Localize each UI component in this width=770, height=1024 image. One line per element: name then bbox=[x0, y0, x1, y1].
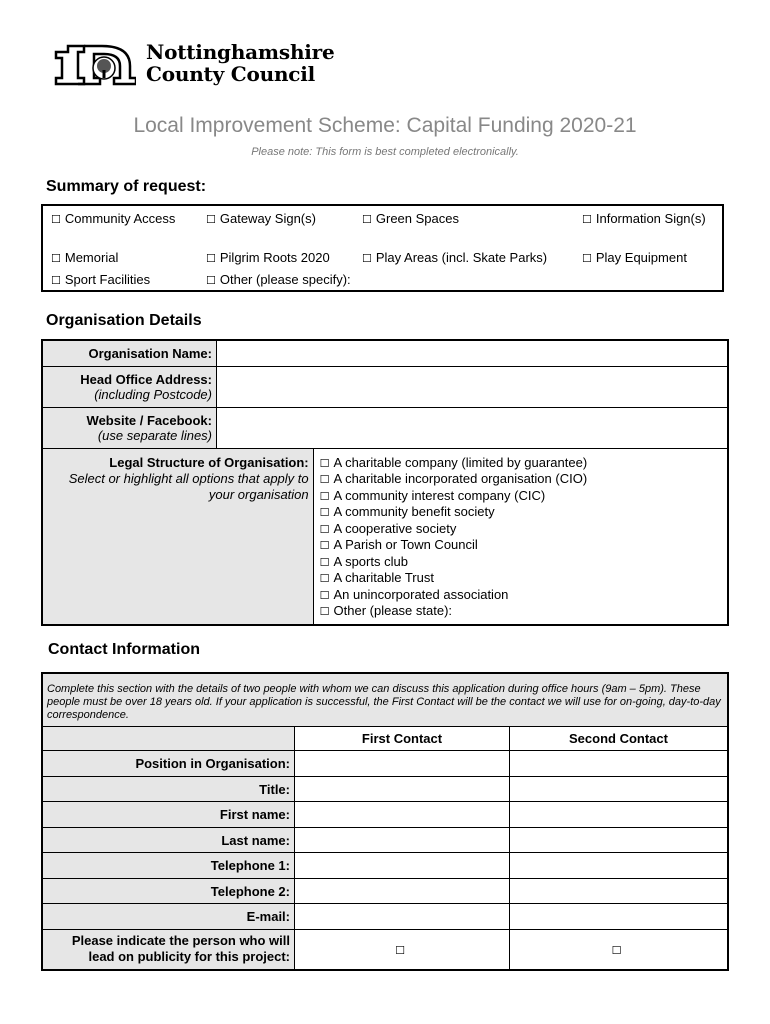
first-lastname-input[interactable] bbox=[295, 828, 510, 853]
table-row bbox=[42, 802, 728, 828]
first-email-input[interactable] bbox=[295, 904, 510, 930]
checkbox-icon[interactable]: ☐ bbox=[582, 213, 592, 226]
last-name-label: Last name: bbox=[42, 828, 295, 853]
org-name-line1: Nottinghamshire bbox=[146, 40, 335, 64]
table-row bbox=[42, 828, 728, 853]
contact-intro: Complete this section with the details of two people with whom we can discuss this application during office hours (9am – 5pm). These people must be over 18 years old. If your application is successful, the First Contact will be the contact we will use for on-going, day-to-day correspondence. bbox=[42, 673, 728, 727]
table-row bbox=[42, 879, 728, 904]
checkbox-icon[interactable]: ☐ bbox=[611, 943, 622, 957]
checkbox-icon[interactable]: ☐ bbox=[319, 588, 330, 602]
checkbox-icon[interactable]: ☐ bbox=[319, 605, 330, 618]
second-email-input[interactable] bbox=[510, 904, 729, 930]
contact-table bbox=[41, 672, 729, 971]
table-row bbox=[42, 366, 728, 407]
summary-box bbox=[41, 204, 724, 292]
checkbox-icon[interactable]: ☐ bbox=[319, 506, 330, 519]
organisation-heading: Organisation Details bbox=[46, 312, 202, 329]
legal-option[interactable]: ☐ A charitable Trust bbox=[319, 570, 434, 585]
first-telephone1-input[interactable] bbox=[295, 853, 510, 879]
legal-option[interactable]: ☐ Other (please state): bbox=[319, 603, 453, 618]
table-row bbox=[42, 930, 728, 970]
email-label: E-mail: bbox=[42, 904, 295, 930]
telephone1-label: Telephone 1: bbox=[42, 853, 295, 879]
address-input[interactable] bbox=[217, 366, 729, 407]
legal-structure-label: Legal Structure of Organisation: Select or highlight all options that apply to your organisation bbox=[42, 448, 313, 625]
checkbox-icon[interactable]: ☐ bbox=[582, 252, 592, 265]
option-other[interactable]: ☐ Other (please specify): bbox=[206, 272, 351, 287]
second-title-input[interactable] bbox=[510, 777, 729, 802]
option-green-spaces[interactable]: ☐ Green Spaces bbox=[362, 211, 459, 226]
position-label: Position in Organisation: bbox=[42, 751, 295, 777]
legal-option[interactable]: ☐ A charitable incorporated organisation (CIO) bbox=[319, 471, 588, 486]
option-pilgrim-roots[interactable]: ☐ Pilgrim Roots 2020 bbox=[206, 250, 330, 265]
option-gateway-signs[interactable]: ☐ Gateway Sign(s) bbox=[206, 211, 316, 226]
checkbox-icon[interactable]: ☐ bbox=[362, 252, 372, 265]
second-position-input[interactable] bbox=[510, 751, 729, 777]
checkbox-icon[interactable]: ☐ bbox=[206, 252, 216, 265]
address-label: Head Office Address: (including Postcode) bbox=[42, 366, 217, 407]
organisation-table bbox=[41, 339, 729, 626]
org-name-label: Organisation Name: bbox=[42, 340, 217, 366]
option-community-access[interactable]: ☐ Community Access bbox=[51, 211, 176, 226]
second-firstname-input[interactable] bbox=[510, 802, 729, 828]
table-row bbox=[42, 853, 728, 879]
second-lastname-input[interactable] bbox=[510, 828, 729, 853]
address-sublabel: (including Postcode) bbox=[94, 386, 212, 402]
option-sport-facilities[interactable]: ☐ Sport Facilities bbox=[51, 272, 151, 287]
first-firstname-input[interactable] bbox=[295, 802, 510, 828]
blank-header-cell bbox=[42, 727, 295, 751]
telephone2-label: Telephone 2: bbox=[42, 879, 295, 904]
option-play-equipment[interactable]: ☐ Play Equipment bbox=[582, 250, 687, 265]
form-note: Please note: This form is best completed electronically. bbox=[251, 146, 519, 158]
council-logo bbox=[54, 40, 374, 90]
table-row bbox=[42, 777, 728, 802]
legal-option[interactable]: ☐ A sports club bbox=[319, 553, 408, 569]
second-publicity-checkbox[interactable] bbox=[510, 930, 729, 970]
checkbox-icon[interactable]: ☐ bbox=[51, 213, 61, 226]
summary-heading: Summary of request: bbox=[46, 178, 207, 195]
website-input[interactable] bbox=[217, 407, 729, 448]
table-row bbox=[42, 673, 728, 727]
checkbox-icon[interactable]: ☐ bbox=[319, 522, 330, 536]
table-row bbox=[42, 407, 728, 448]
first-position-input[interactable] bbox=[295, 751, 510, 777]
checkbox-icon[interactable]: ☐ bbox=[206, 274, 216, 287]
table-row bbox=[42, 751, 728, 777]
checkbox-icon[interactable]: ☐ bbox=[319, 456, 330, 470]
page-title: Local Improvement Scheme: Capital Funding 2020-21 bbox=[133, 114, 637, 137]
org-name-line2: County Council bbox=[146, 62, 316, 86]
legal-option[interactable]: ☐ A charitable company (limited by guarantee) bbox=[319, 454, 588, 470]
legal-option[interactable]: ☐ A community interest company (CIC) bbox=[319, 487, 546, 503]
second-contact-header: Second Contact bbox=[510, 727, 729, 751]
option-information-signs[interactable]: ☐ Information Sign(s) bbox=[582, 211, 706, 226]
table-row bbox=[42, 904, 728, 930]
checkbox-icon[interactable]: ☐ bbox=[206, 213, 216, 226]
legal-option[interactable]: ☐ A Parish or Town Council bbox=[319, 537, 478, 552]
first-title-input[interactable] bbox=[295, 777, 510, 802]
checkbox-icon[interactable]: ☐ bbox=[362, 213, 372, 226]
legal-structure-options bbox=[313, 448, 728, 625]
legal-option[interactable]: ☐ An unincorporated association bbox=[319, 586, 509, 602]
checkbox-icon[interactable]: ☐ bbox=[319, 572, 330, 585]
checkbox-icon[interactable]: ☐ bbox=[395, 943, 405, 957]
first-publicity-checkbox[interactable] bbox=[295, 930, 510, 970]
first-contact-header: First Contact bbox=[295, 727, 510, 751]
checkbox-icon[interactable]: ☐ bbox=[319, 555, 330, 569]
legal-structure-sublabel: Select or highlight all options that apply to your organisation bbox=[68, 470, 309, 502]
second-telephone1-input[interactable] bbox=[510, 853, 729, 879]
checkbox-icon[interactable]: ☐ bbox=[51, 274, 61, 287]
council-crest-icon bbox=[54, 42, 136, 88]
first-name-label: First name: bbox=[42, 802, 295, 828]
website-sublabel: (use separate lines) bbox=[97, 427, 212, 443]
checkbox-icon[interactable]: ☐ bbox=[319, 473, 330, 486]
legal-option[interactable]: ☐ A cooperative society bbox=[319, 520, 457, 536]
table-row bbox=[42, 340, 728, 366]
checkbox-icon[interactable]: ☐ bbox=[319, 539, 330, 552]
second-telephone2-input[interactable] bbox=[510, 879, 729, 904]
checkbox-icon[interactable]: ☐ bbox=[319, 489, 330, 503]
first-telephone2-input[interactable] bbox=[295, 879, 510, 904]
publicity-label: Please indicate the person who will lead on publicity for this project: bbox=[42, 930, 295, 970]
contact-heading: Contact Information bbox=[48, 641, 200, 658]
checkbox-icon[interactable]: ☐ bbox=[51, 252, 61, 265]
table-row bbox=[42, 727, 728, 751]
org-name bbox=[146, 41, 335, 85]
title-label: Title: bbox=[42, 777, 295, 802]
legal-option[interactable]: ☐ A community benefit society bbox=[319, 504, 495, 519]
table-row bbox=[42, 448, 728, 625]
website-label: Website / Facebook: (use separate lines) bbox=[42, 407, 217, 448]
option-play-areas[interactable]: ☐ Play Areas (incl. Skate Parks) bbox=[362, 250, 548, 265]
option-memorial[interactable]: ☐ Memorial bbox=[51, 250, 119, 265]
org-name-input[interactable] bbox=[217, 340, 729, 366]
